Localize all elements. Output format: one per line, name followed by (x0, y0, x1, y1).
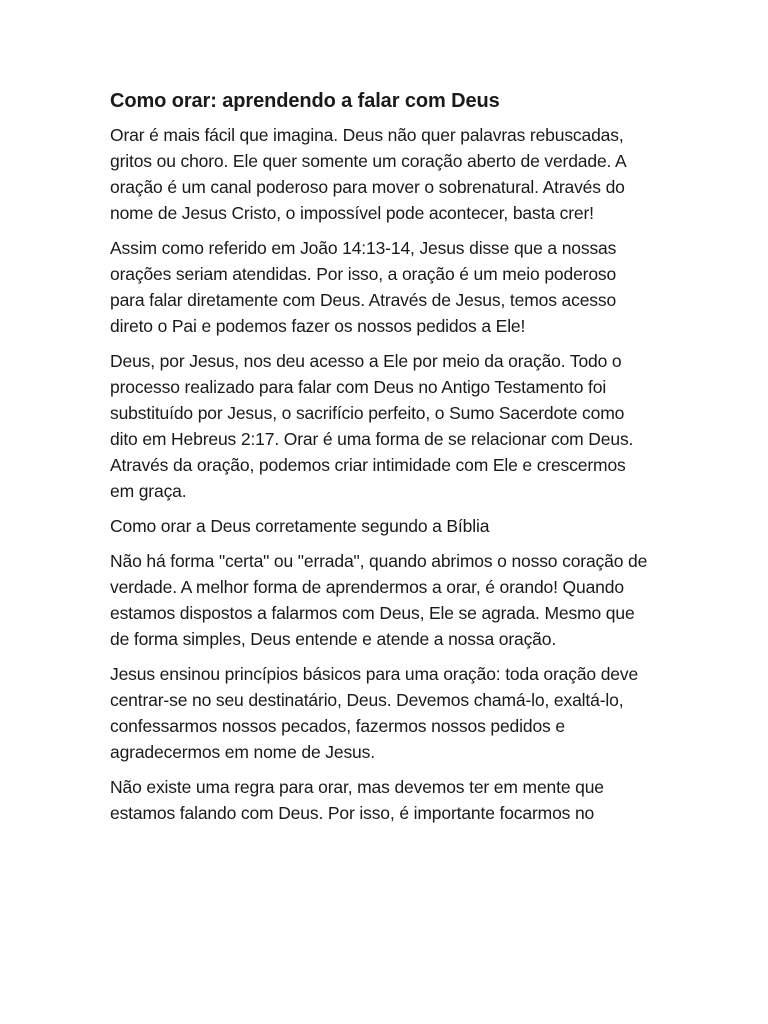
paragraph-access: Deus, por Jesus, nos deu acesso a Ele por meio da oração. Todo o processo realizado para falar com Deus no Antigo Testamento foi substituído por Jesus, o sacrifício perfeito, o Sumo Sacerdote como dito em Hebreus 2:17. Orar é uma forma de se relacionar com Deus. Através da oração, podemos criar intimidade com Ele e crescermos em graça. (110, 351, 634, 501)
document-page (110, 87, 650, 835)
paragraph-principles: Jesus ensinou princípios básicos para uma oração: toda oração deve centrar-se no seu destinatário, Deus. Devemos chamá-lo, exaltá-lo, confessarmos nossos pecados, fazermos nossos pedidos e agradecermos em nome de Jesus. (110, 664, 639, 762)
section-heading: Como orar a Deus corretamente segundo a Bíblia (110, 516, 490, 536)
paragraph-intro: Orar é mais fácil que imagina. Deus não quer palavras rebuscadas, gritos ou choro. Ele quer somente um coração aberto de verdade. A oração é um canal poderoso para mover o sobrenatural. Através do nome de Jesus Cristo, o impossível pode acontecer, basta crer! (110, 125, 626, 223)
document-title: Como orar: aprendendo a falar com Deus (110, 90, 500, 112)
paragraph-no-right-way: Não há forma "certa" ou "errada", quando abrimos o nosso coração de verdade. A melhor forma de aprendermos a orar, é orando! Quando estamos dispostos a falarmos com Deus, Ele se agrada. Mesmo que de forma simples, Deus entende e atende a nossa oração. (110, 551, 648, 649)
paragraph-joao: Assim como referido em João 14:13-14, Jesus disse que a nossas orações seriam atendidas. Por isso, a oração é um meio poderoso para falar diretamente com Deus. Através de Jesus, temos acesso direto o Pai e podemos fazer os nossos pedidos a Ele! (110, 238, 617, 336)
paragraph-no-rule: Não existe uma regra para orar, mas devemos ter em mente que estamos falando com Deus. Por isso, é importante focarmos no (110, 777, 604, 823)
